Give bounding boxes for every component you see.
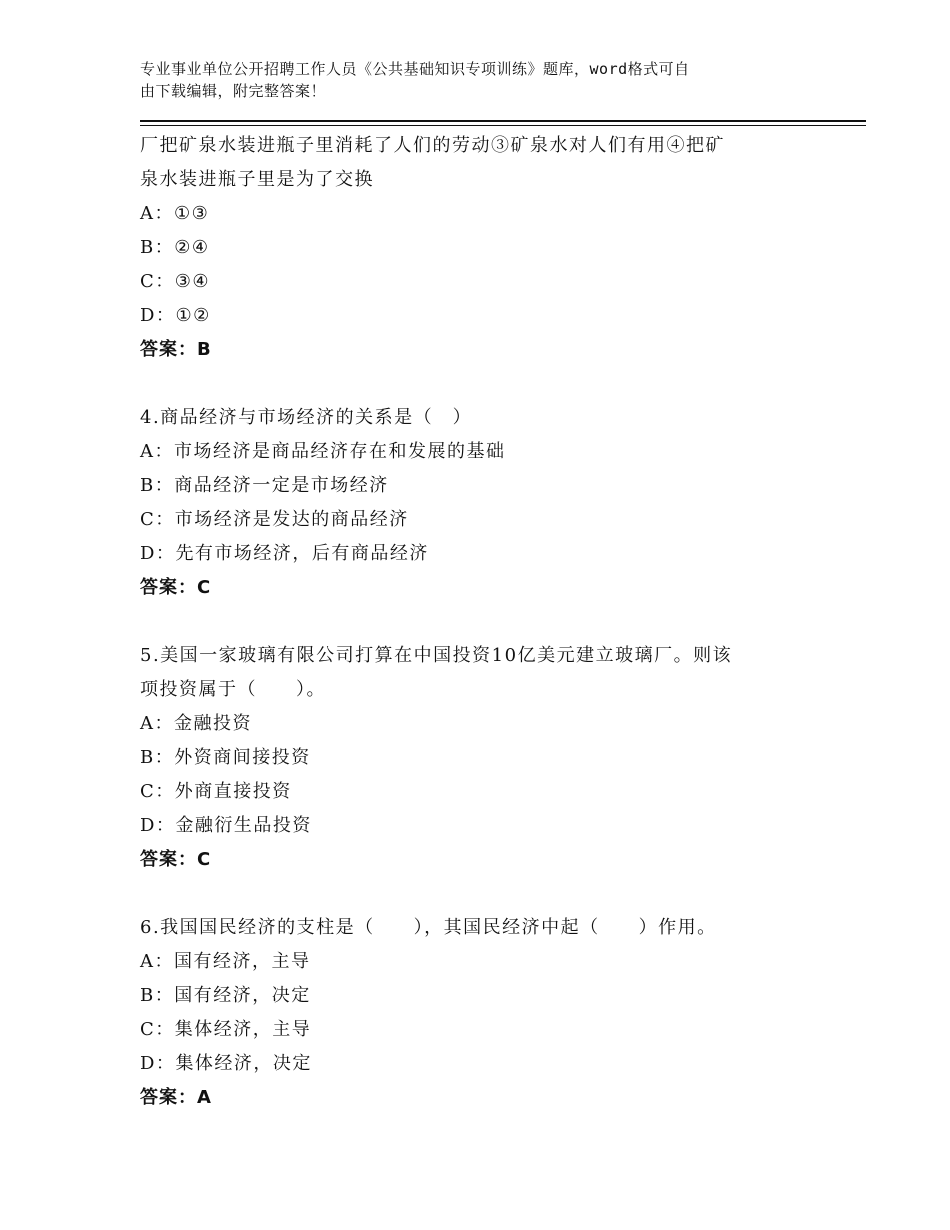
option-text: ②④	[174, 237, 210, 258]
header-line-1: 专业事业单位公开招聘工作人员《公共基础知识专项训练》题库，word格式可自	[140, 60, 690, 78]
header-rule-thick	[140, 120, 866, 122]
option-text: 金融衍生品投资	[175, 815, 312, 836]
option-letter: D：	[140, 305, 176, 326]
question-4	[140, 401, 820, 605]
option-letter: B：	[140, 237, 175, 258]
question-5-option-a	[140, 707, 820, 741]
question-6	[140, 911, 820, 1115]
option-letter: A：	[140, 713, 174, 734]
option-letter: C：	[140, 509, 175, 530]
question-5-option-b	[140, 741, 820, 775]
question-3-option-d	[140, 299, 820, 333]
option-text: 市场经济是商品经济存在和发展的基础	[174, 441, 506, 462]
question-6-stem-line-1: 6.我国国民经济的支柱是（ ），其国民经济中起（ ）作用。	[140, 917, 717, 938]
option-text: ③④	[174, 271, 211, 292]
question-6-option-a	[140, 945, 820, 979]
header-line-2: 由下载编辑，附完整答案！	[140, 82, 327, 100]
page-header	[140, 58, 820, 102]
option-text: 外资商间接投资	[174, 747, 311, 768]
question-6-option-b	[140, 979, 820, 1013]
question-3-option-b	[140, 231, 820, 265]
option-letter: B：	[140, 985, 175, 1006]
question-6-option-d	[140, 1047, 820, 1081]
question-5-stem-line-2: 项投资属于（ ）。	[140, 679, 326, 700]
question-5-option-d	[140, 809, 820, 843]
option-text: ①③	[174, 203, 210, 224]
option-text: 先有市场经济，后有商品经济	[175, 543, 429, 564]
option-letter: C：	[140, 781, 175, 802]
question-3-stem-line-2: 泉水装进瓶子里是为了交换	[140, 169, 374, 190]
option-text: ①②	[175, 305, 211, 326]
question-6-answer: 答案：A	[140, 1087, 212, 1108]
option-letter: B：	[140, 747, 175, 768]
question-list	[140, 129, 820, 1115]
question-3	[140, 129, 820, 367]
option-letter: D：	[140, 543, 176, 564]
question-5-answer: 答案：C	[140, 849, 212, 870]
option-text: 市场经济是发达的商品经济	[174, 509, 409, 530]
question-4-option-d	[140, 537, 820, 571]
option-letter: C：	[140, 1019, 175, 1040]
option-text: 商品经济一定是市场经济	[174, 475, 389, 496]
option-letter: A：	[140, 951, 174, 972]
question-4-option-b	[140, 469, 820, 503]
option-letter: A：	[140, 441, 174, 462]
question-5-stem-line-1: 5.美国一家玻璃有限公司打算在中国投资10亿美元建立玻璃厂。则该	[140, 645, 733, 666]
header-rule-thin	[140, 125, 866, 126]
option-letter: B：	[140, 475, 175, 496]
question-4-option-c	[140, 503, 820, 537]
question-3-option-c	[140, 265, 820, 299]
question-5-option-c	[140, 775, 820, 809]
question-4-answer: 答案：C	[140, 577, 212, 598]
question-4-option-a	[140, 435, 820, 469]
option-text: 集体经济，主导	[174, 1019, 312, 1040]
question-4-stem-line-1: 4.商品经济与市场经济的关系是（ ）	[140, 407, 473, 428]
option-text: 国有经济，主导	[174, 951, 311, 972]
question-5	[140, 639, 820, 877]
option-text: 外商直接投资	[174, 781, 292, 802]
option-letter: A：	[140, 203, 174, 224]
question-3-stem-line-1: 厂把矿泉水装进瓶子里消耗了人们的劳动③矿泉水对人们有用④把矿	[140, 135, 725, 156]
option-text: 国有经济，决定	[174, 985, 311, 1006]
option-letter: D：	[140, 1053, 176, 1074]
question-3-option-a	[140, 197, 820, 231]
option-letter: C：	[140, 271, 175, 292]
option-letter: D：	[140, 815, 176, 836]
option-text: 集体经济，决定	[175, 1053, 312, 1074]
question-3-answer: 答案：B	[140, 339, 212, 360]
question-6-option-c	[140, 1013, 820, 1047]
option-text: 金融投资	[174, 713, 252, 734]
